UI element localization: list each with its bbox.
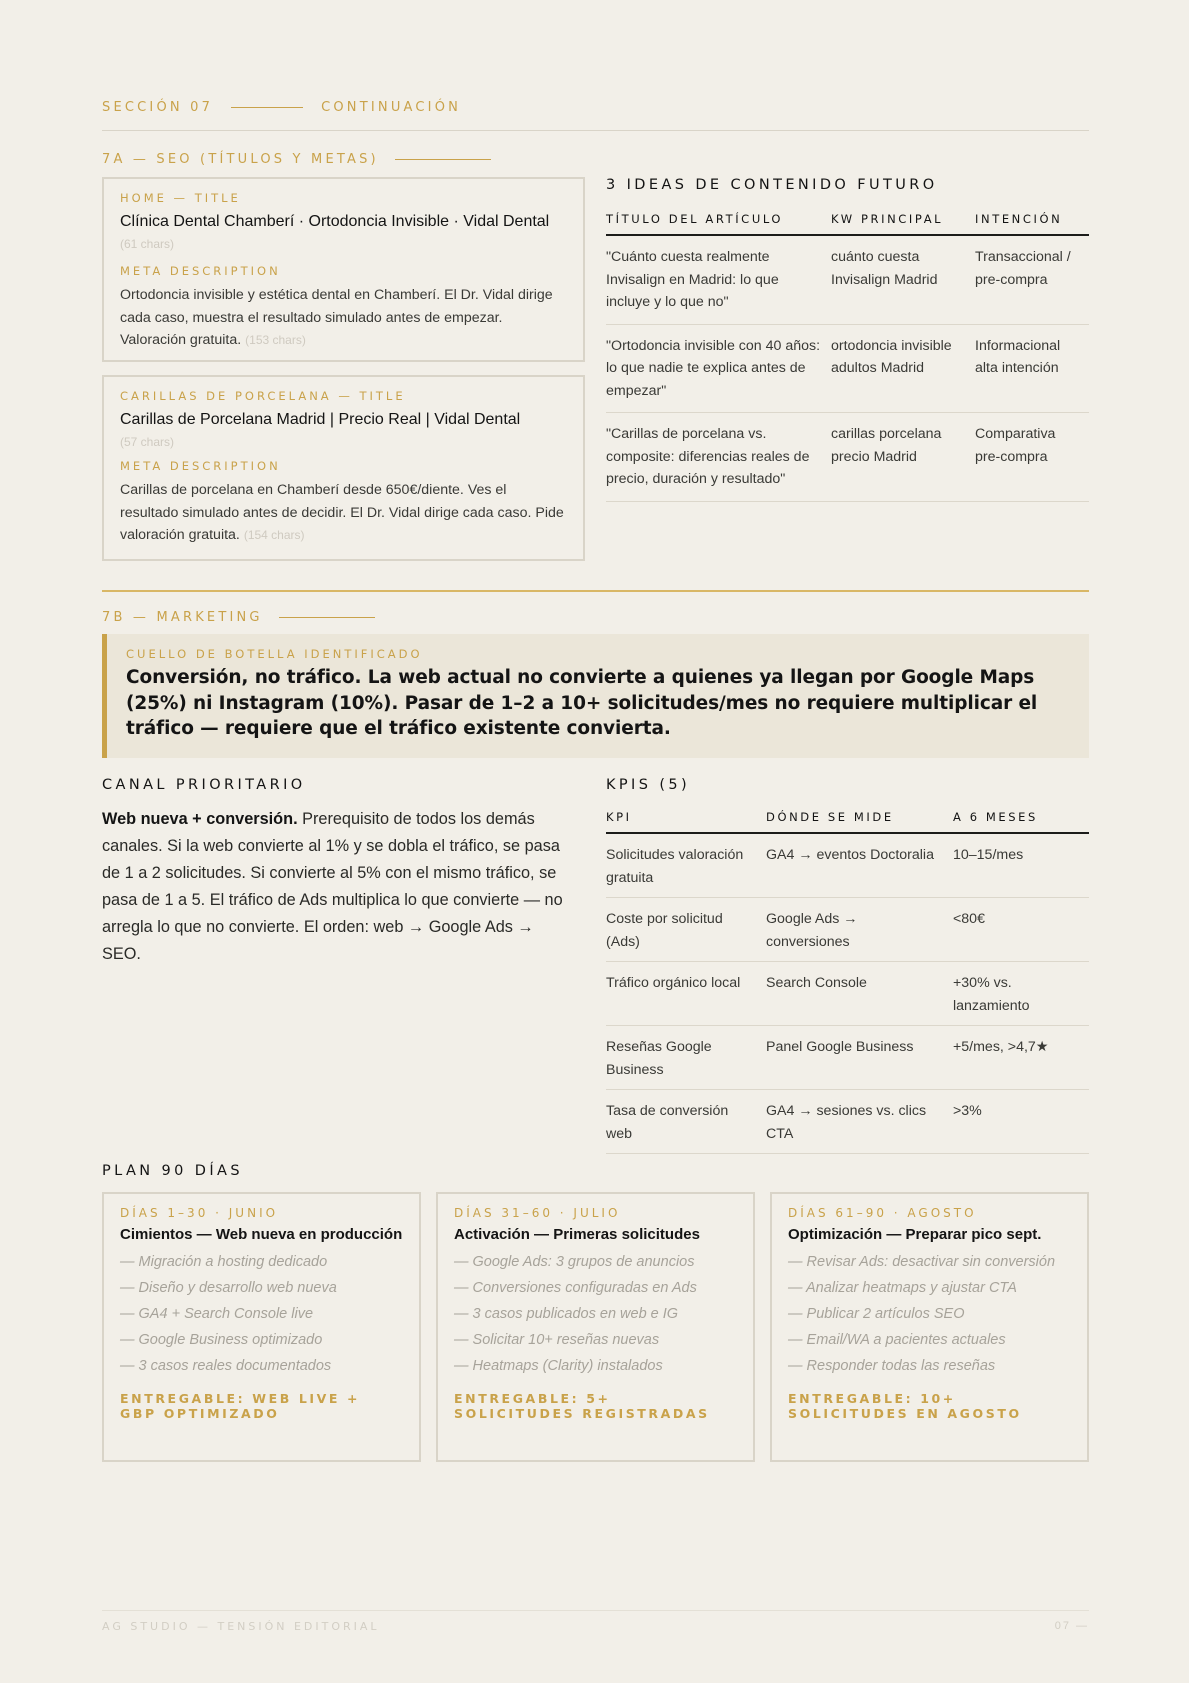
seo-meta-description: [120, 479, 567, 547]
table-row: [606, 898, 1089, 962]
list-item: — Google Ads: 3 grupos de anuncios: [454, 1254, 695, 1270]
ideas-cell-intent: Transaccional / pre-compra: [975, 235, 1089, 324]
seo-box-label: CARILLAS DE PORCELANA — TITLE: [120, 389, 406, 403]
kpis-col-kpi: KPI: [606, 806, 766, 833]
kpi-cell-name: Tasa de conversión web: [606, 1090, 766, 1154]
ideas-cell-intent: Comparativa pre-compra: [975, 413, 1089, 502]
section-continuation: CONTINUACIÓN: [321, 100, 462, 115]
plan-card-title: Optimización — Preparar pico sept.: [788, 1226, 1042, 1243]
footer-page-number: 07 —: [1054, 1620, 1089, 1632]
canal-text: [102, 806, 572, 968]
plan-card-label: DÍAS 61–90 · AGOSTO: [788, 1206, 977, 1220]
kpis-table: [606, 806, 1089, 1154]
seo-meta-label: META DESCRIPTION: [120, 459, 281, 473]
table-row: [606, 833, 1089, 898]
seo-meta-description: [120, 284, 567, 352]
seo-meta-chars: (153 chars): [245, 333, 306, 347]
kpi-cell-target: +30% vs. lanzamiento: [953, 962, 1089, 1026]
seo-box-title: [120, 211, 567, 255]
list-item: — Analizar heatmaps y ajustar CTA: [788, 1280, 1017, 1296]
kpi-cell-where: Search Console: [766, 962, 953, 1026]
top-rule: [102, 130, 1089, 131]
header-divider: [231, 107, 303, 108]
kpis-heading: KPIS (5): [606, 777, 691, 793]
bottleneck-callout: [102, 634, 1089, 758]
plan-card-deliverable: ENTREGABLE: WEB LIVE + GBP OPTIMIZADO: [120, 1391, 361, 1421]
seo-meta-chars: (154 chars): [243, 528, 305, 542]
callout-label: CUELLO DE BOTELLA IDENTIFICADO: [126, 647, 423, 661]
kpi-cell-where: GA4 → sesiones vs. clics CTA: [766, 1090, 953, 1154]
list-item: — Responder todas las reseñas: [788, 1358, 996, 1374]
list-item: — Publicar 2 artículos SEO: [788, 1306, 965, 1322]
table-row: [606, 324, 1089, 413]
seo-meta-label: META DESCRIPTION: [120, 264, 281, 278]
section-header: [102, 100, 1089, 115]
plan-card-list: [120, 1249, 403, 1379]
kpi-cell-name: Coste por solicitud (Ads): [606, 898, 766, 962]
marketing-heading-text: 7B — MARKETING: [102, 610, 263, 625]
kpis-header-row: [606, 806, 1089, 833]
ideas-heading: 3 IDEAS DE CONTENIDO FUTURO: [606, 177, 938, 193]
ideas-cell-title: "Ortodoncia invisible con 40 años: lo que nadie te explica antes de empezar": [606, 324, 831, 413]
seo-heading-text: 7A — SEO (TÍTULOS Y METAS): [102, 152, 379, 167]
ideas-cell-kw: ortodoncia invisible adultos Madrid: [831, 324, 975, 413]
ideas-cell-intent: Informacional alta intención: [975, 324, 1089, 413]
footer-brand: AG STUDIO — TENSIÓN EDITORIAL: [102, 1620, 380, 1633]
kpi-cell-target: +5/mes, >4,7★: [953, 1026, 1089, 1090]
seo-box-carillas: [102, 375, 585, 561]
plan-heading: PLAN 90 DÍAS: [102, 1163, 243, 1179]
seo-meta-text: Ortodoncia invisible y estética dental en Chamberí. El Dr. Vidal dirige cada caso, muestra el resultado simulado antes de empezar. Valoración gratuita.: [120, 287, 553, 348]
ideas-cell-title: "Cuánto cuesta realmente Invisalign en Madrid: lo que incluye y lo que no": [606, 235, 831, 324]
table-row: [606, 962, 1089, 1026]
ideas-col-title: TÍTULO DEL ARTÍCULO: [606, 208, 831, 235]
kpi-cell-name: Solicitudes valoración gratuita: [606, 833, 766, 898]
ideas-col-intent: INTENCIÓN: [975, 208, 1089, 235]
canal-heading: CANAL PRIORITARIO: [102, 777, 306, 793]
seo-title-chars: (61 chars): [120, 237, 175, 251]
ideas-cell-kw: cuánto cuesta Invisalign Madrid: [831, 235, 975, 324]
marketing-heading-divider: [279, 617, 375, 618]
plan-card-2: [436, 1192, 755, 1462]
canal-lead: Web nueva + conversión.: [102, 810, 298, 828]
kpi-cell-where: GA4 → eventos Doctoralia: [766, 833, 953, 898]
list-item: — Heatmaps (Clarity) instalados: [454, 1358, 663, 1374]
plan-card-list: [454, 1249, 737, 1379]
plan-card-1: [102, 1192, 421, 1462]
callout-text: Conversión, no tráfico. La web actual no convierte a quienes ya llegan por Google Maps (25%) ni Instagram (10%). Pasar de 1–2 a 10+ solicitudes/mes no requiere multiplicar el tráfico — requiere que el tráfico existente convierta.: [126, 667, 1038, 739]
plan-card-list: [788, 1249, 1071, 1379]
seo-title-text: Clínica Dental Chamberí · Ortodoncia Invisible · Vidal Dental: [120, 213, 550, 230]
ideas-cell-title: "Carillas de porcelana vs. composite: diferencias reales de precio, duración y resultado": [606, 413, 831, 502]
section-number: SECCIÓN 07: [102, 100, 214, 115]
seo-box-label: HOME — TITLE: [120, 191, 241, 205]
kpis-col-target: A 6 MESES: [953, 806, 1089, 833]
seo-meta-text: Carillas de porcelana en Chamberí desde 650€/diente. Ves el resultado simulado antes de decidir. El Dr. Vidal dirige cada caso. Pide valoración gratuita.: [120, 482, 564, 543]
list-item: — Conversiones configuradas en Ads: [454, 1280, 697, 1296]
kpi-cell-target: <80€: [953, 898, 1089, 962]
seo-title-chars: (57 chars): [120, 435, 175, 449]
list-item: — Revisar Ads: desactivar sin conversión: [788, 1254, 1056, 1270]
seo-title-text: Carillas de Porcelana Madrid | Precio Real | Vidal Dental: [120, 411, 521, 428]
ideas-col-kw: KW PRINCIPAL: [831, 208, 975, 235]
plan-card-label: DÍAS 31–60 · JULIO: [454, 1206, 621, 1220]
list-item: — Email/WA a pacientes actuales: [788, 1332, 1006, 1348]
ideas-header-row: [606, 208, 1089, 235]
canal-body: Prerequisito de todos los demás canales. Si la web convierte al 1% y se dobla el tráfico, se pasa de 1 a 2 solicitudes. Si convierte al 5% con el mismo tráfico, se pasa de 1 a 5. El tráfico de Ads multiplica lo que convierte — no arregla lo que no convierte. El orden: web → Google Ads → SEO.: [102, 810, 563, 963]
plan-card-title: Activación — Primeras solicitudes: [454, 1226, 700, 1243]
kpi-cell-name: Reseñas Google Business: [606, 1026, 766, 1090]
kpi-cell-name: Tráfico orgánico local: [606, 962, 766, 1026]
list-item: — Diseño y desarrollo web nueva: [120, 1280, 337, 1296]
kpi-cell-where: Google Ads → conversiones: [766, 898, 953, 962]
kpi-cell-where: Panel Google Business: [766, 1026, 953, 1090]
plan-card-deliverable: ENTREGABLE: 5+ SOLICITUDES REGISTRADAS: [454, 1391, 710, 1421]
kpis-col-where: DÓNDE SE MIDE: [766, 806, 953, 833]
list-item: — GA4 + Search Console live: [120, 1306, 314, 1322]
section-divider: [102, 590, 1089, 592]
seo-heading-divider: [395, 159, 491, 160]
footer-rule: [102, 1610, 1089, 1611]
table-row: [606, 235, 1089, 324]
marketing-heading: [102, 610, 375, 625]
plan-card-title: Cimientos — Web nueva en producción: [120, 1226, 403, 1243]
page: [102, 0, 1089, 1683]
plan-card-label: DÍAS 1–30 · JUNIO: [120, 1206, 279, 1220]
list-item: — Solicitar 10+ reseñas nuevas: [454, 1332, 660, 1348]
table-row: [606, 413, 1089, 502]
plan-card-deliverable: ENTREGABLE: 10+ SOLICITUDES EN AGOSTO: [788, 1391, 1022, 1421]
list-item: — Migración a hosting dedicado: [120, 1254, 328, 1270]
list-item: — 3 casos reales documentados: [120, 1358, 332, 1374]
seo-heading: [102, 152, 491, 167]
seo-box-title: [120, 409, 567, 453]
seo-box-home: [102, 177, 585, 362]
ideas-table: [606, 208, 1089, 502]
list-item: — 3 casos publicados en web e IG: [454, 1306, 679, 1322]
table-row: [606, 1090, 1089, 1154]
list-item: — Google Business optimizado: [120, 1332, 323, 1348]
ideas-cell-kw: carillas porcelana precio Madrid: [831, 413, 975, 502]
kpi-cell-target: >3%: [953, 1090, 1089, 1154]
plan-card-3: [770, 1192, 1089, 1462]
table-row: [606, 1026, 1089, 1090]
kpi-cell-target: 10–15/mes: [953, 833, 1089, 898]
